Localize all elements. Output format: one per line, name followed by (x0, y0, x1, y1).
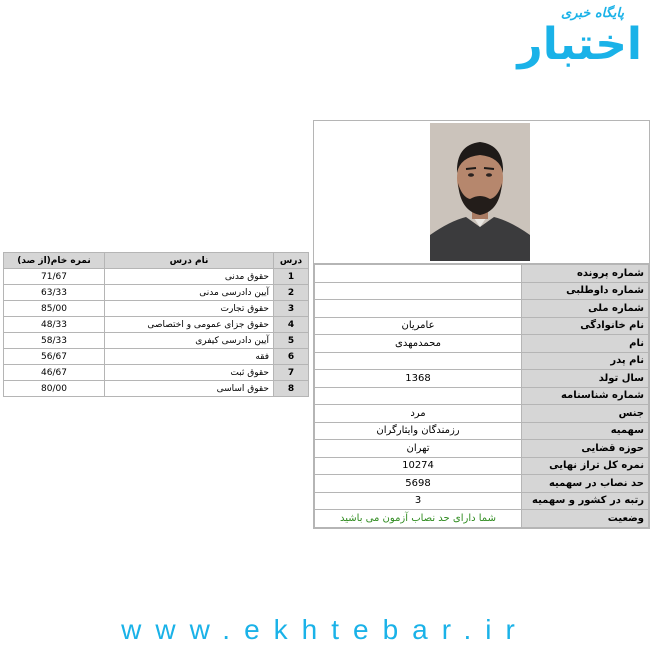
field-value: تهران (315, 440, 522, 458)
course-name: فقه (105, 349, 274, 365)
header-index: درس (274, 253, 309, 269)
table-row (4, 269, 309, 285)
field-value: محمدمهدی (315, 335, 522, 353)
field-value: 5698 (315, 475, 522, 493)
website-url: www.ekhtebar.ir (121, 614, 529, 645)
field-label: نام (522, 335, 649, 353)
field-value (315, 265, 522, 283)
field-label: شماره پرونده (522, 265, 649, 283)
info-row (315, 405, 649, 423)
field-label: نام خانوادگی (522, 317, 649, 335)
field-label: رتبه در کشور و سهمیه (522, 492, 649, 510)
info-row (315, 457, 649, 475)
field-label: شماره داوطلبی (522, 282, 649, 300)
course-index: 5 (274, 333, 309, 349)
field-label: نمره کل تراز نهایی (522, 457, 649, 475)
field-label: سال تولد (522, 370, 649, 388)
course-score: 85/00 (4, 301, 105, 317)
info-row (315, 352, 649, 370)
field-label: حوزه قضایی (522, 440, 649, 458)
candidate-card (313, 120, 650, 529)
info-row (315, 387, 649, 405)
course-index: 8 (274, 381, 309, 397)
field-value: 3 (315, 492, 522, 510)
info-row (315, 370, 649, 388)
course-index: 7 (274, 365, 309, 381)
course-name: حقوق تجارت (105, 301, 274, 317)
field-label: نام پدر (522, 352, 649, 370)
field-label: شماره شناسنامه (522, 387, 649, 405)
field-label: جنس (522, 405, 649, 423)
header-raw-score: نمره خام(از صد) (4, 253, 105, 269)
course-index: 4 (274, 317, 309, 333)
table-row (4, 365, 309, 381)
course-index: 3 (274, 301, 309, 317)
logo-subtitle: پایگاه خبری (561, 6, 624, 21)
field-value: 1368 (315, 370, 522, 388)
course-score: 56/67 (4, 349, 105, 365)
field-value: رزمندگان وایثارگران (315, 422, 522, 440)
course-index: 6 (274, 349, 309, 365)
field-label: وضعیت (522, 510, 649, 528)
course-name: حقوق جزای عمومی و اختصاصی (105, 317, 274, 333)
course-index: 2 (274, 285, 309, 301)
course-index: 1 (274, 269, 309, 285)
course-score: 46/67 (4, 365, 105, 381)
header-course-name: نام درس (105, 253, 274, 269)
candidate-photo (430, 123, 530, 261)
info-row (315, 440, 649, 458)
course-score: 80/00 (4, 381, 105, 397)
photo-cell (314, 121, 649, 264)
table-row (4, 381, 309, 397)
course-name: حقوق مدنی (105, 269, 274, 285)
course-name: حقوق ثبت (105, 365, 274, 381)
field-value: عامریان (315, 317, 522, 335)
info-row (315, 282, 649, 300)
field-value (315, 300, 522, 318)
info-row (315, 475, 649, 493)
field-value (315, 282, 522, 300)
field-value: مرد (315, 405, 522, 423)
table-row (4, 285, 309, 301)
table-row (4, 317, 309, 333)
info-row (315, 317, 649, 335)
field-value (315, 352, 522, 370)
table-row (4, 333, 309, 349)
field-label: حد نصاب در سهمیه (522, 475, 649, 493)
info-row (315, 300, 649, 318)
field-label: سهمیه (522, 422, 649, 440)
info-row (315, 335, 649, 353)
info-row (315, 492, 649, 510)
ekhtebar-logo (517, 6, 642, 84)
course-score: 48/33 (4, 317, 105, 333)
course-score: 71/67 (4, 269, 105, 285)
info-row (315, 510, 649, 528)
course-score: 63/33 (4, 285, 105, 301)
status-value: شما دارای حد نصاب آزمون می باشید (315, 510, 522, 528)
course-score: 58/33 (4, 333, 105, 349)
scores-header-row (4, 253, 309, 269)
field-label: شماره ملی (522, 300, 649, 318)
field-value (315, 387, 522, 405)
candidate-info-table (314, 264, 649, 528)
info-row (315, 422, 649, 440)
scores-table (3, 252, 309, 397)
course-name: آیین دادرسی مدنی (105, 285, 274, 301)
field-value: 10274 (315, 457, 522, 475)
table-row (4, 301, 309, 317)
course-name: آیین دادرسی کیفری (105, 333, 274, 349)
table-row (4, 349, 309, 365)
course-name: حقوق اساسی (105, 381, 274, 397)
person-portrait-icon (430, 123, 530, 261)
logo-title: اختبار (517, 19, 642, 70)
info-row (315, 265, 649, 283)
